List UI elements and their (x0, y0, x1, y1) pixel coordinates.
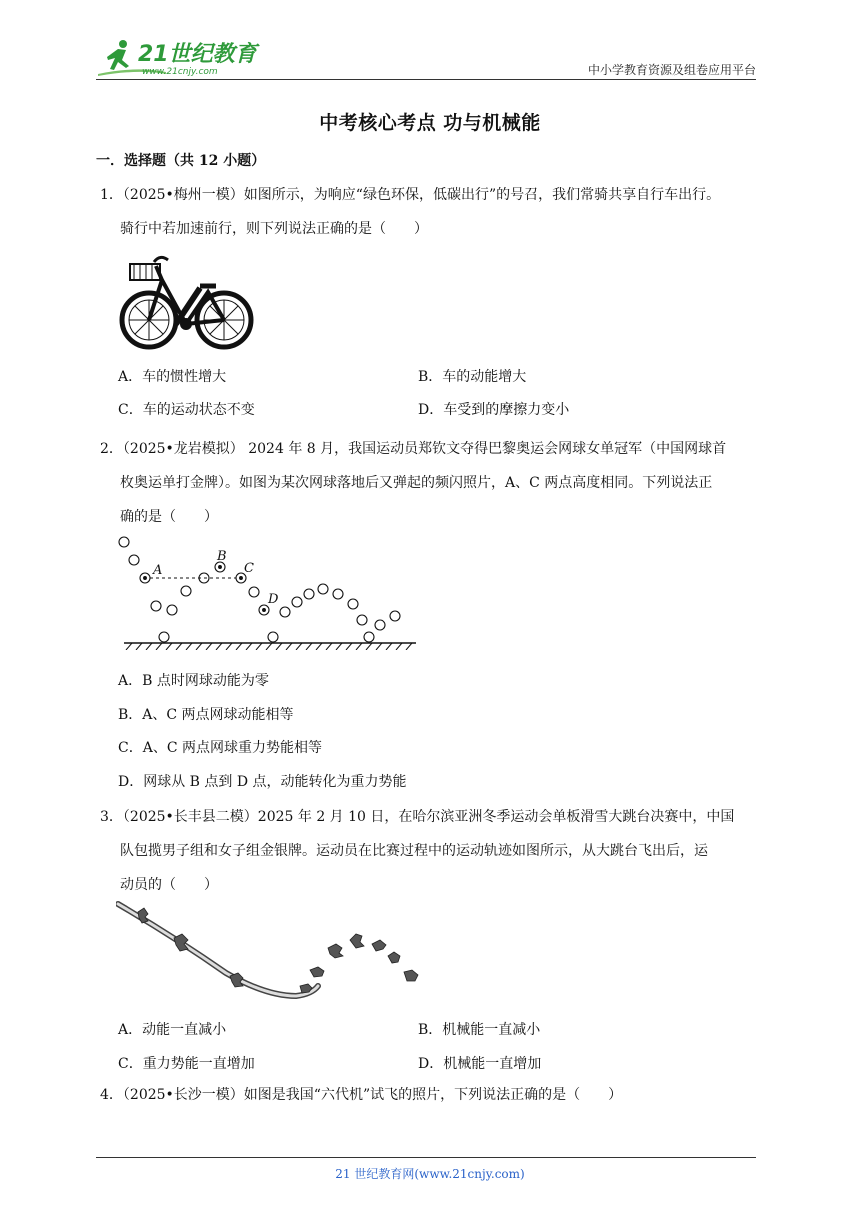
logo-text: 21世纪教育 (138, 42, 257, 67)
q3-option-d: D．机械能一直增加 (418, 1056, 542, 1072)
header-divider (96, 79, 756, 80)
page-title: 中考核心考点 功与机械能 (319, 112, 541, 134)
q3-option-a: A．动能一直减小 (118, 1022, 227, 1038)
q3-option-b: B．机械能一直减小 (418, 1022, 541, 1038)
question-1-line-2: 骑行中若加速前行，则下列说法正确的是（ ） (120, 221, 428, 237)
q1-option-d: D．车受到的摩擦力变小 (418, 402, 570, 418)
q2-option-c: C．A、C 两点网球重力势能相等 (118, 740, 322, 756)
question-4 (100, 1078, 622, 1112)
bicycle-figure (116, 252, 258, 356)
question-2-line-2: 枚奥运单打金牌）。如图为某次网球落地后又弹起的频闪照片，A、C 两点高度相同。下列说法正 (120, 475, 713, 491)
label-a: A (153, 563, 163, 578)
q3-option-c: C．重力势能一直增加 (118, 1056, 255, 1072)
label-b: B (217, 549, 227, 564)
question-4-line-1: 4．（2025•长沙一模）如图是我国“六代机”试飞的照片，下列说法正确的是（ ） (100, 1087, 623, 1103)
question-2 (100, 432, 726, 534)
footer-divider (96, 1157, 756, 1158)
logo-url: www.21cnjy.com (142, 67, 218, 77)
question-3-line-2: 队包揽男子组和女子组金银牌。运动员在比赛过程中的运动轨迹如图所示，从大跳台飞出后，运 (120, 843, 708, 859)
question-1 (100, 178, 720, 246)
q1-option-c: C．车的运动状态不变 (118, 402, 255, 418)
question-2-line-3: 确的是（ ） (120, 509, 218, 525)
label-c: C (244, 561, 254, 576)
question-3-line-1: 3．（2025•长丰县二模）2025 年 2 月 10 日，在哈尔滨亚洲冬季运动会单板滑雪大跳台决赛中，中国 (100, 809, 735, 825)
q1-option-a: A．车的惯性增大 (118, 369, 227, 385)
q2-option-b: B．A、C 两点网球动能相等 (118, 707, 294, 723)
question-2-line-1: 2．（2025•龙岩模拟） 2024 年 8 月，我国运动员郑钦文夺得巴黎奥运会网球女单冠军（中国网球首 (100, 441, 727, 457)
question-1-line-1: 1．（2025•梅州一模）如图所示，为响应“绿色环保，低碳出行”的号召，我们常骑共享自行车出行。 (100, 187, 721, 203)
q1-option-b: B．车的动能增大 (418, 369, 527, 385)
footer-link[interactable]: 21 世纪教育网(www.21cnjy.com) (335, 1167, 525, 1181)
site-logo (96, 36, 266, 80)
q2-option-d: D．网球从 B 点到 D 点，动能转化为重力势能 (118, 774, 407, 790)
question-3 (100, 800, 734, 902)
q2-option-a: A．B 点时网球动能为零 (118, 673, 269, 689)
question-3-line-3: 动员的（ ） (120, 877, 218, 893)
ski-jump-figure (116, 898, 424, 1010)
tennis-ball-figure (116, 532, 420, 654)
section-heading: 一．选择题（共 12 小题） (96, 153, 266, 169)
platform-name: 中小学教育资源及组卷应用平台 (587, 63, 756, 77)
label-d: D (268, 592, 279, 607)
